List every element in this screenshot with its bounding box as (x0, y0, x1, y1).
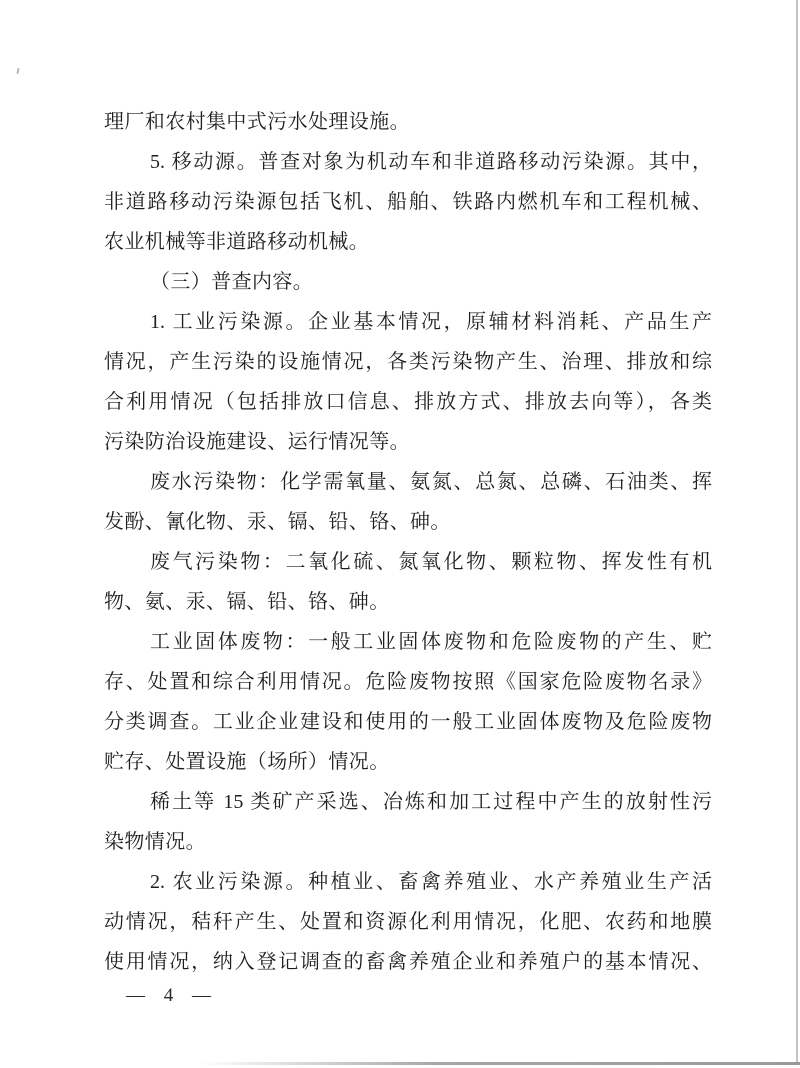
text-line: 1. 工业污染源。企业基本情况，原辅材料消耗、产品生产 (150, 311, 712, 333)
text-line: 存、处置和综合利用情况。危险废物按照《国家危险废物名录》 (104, 671, 712, 693)
text-line: 物、氨、汞、镉、铅、铬、砷。 (104, 591, 390, 613)
text-line: 发酚、氰化物、汞、镉、铅、铬、砷。 (104, 511, 451, 533)
text-line: 分类调查。工业企业建设和使用的一般工业固体废物及危险废物 (104, 711, 712, 733)
text-line: 农业机械等非道路移动机械。 (104, 231, 370, 253)
text-line: 动情况，秸秆产生、处置和资源化利用情况，化肥、农药和地膜 (104, 911, 712, 933)
text-line: 非道路移动污染源包括飞机、船舶、铁路内燃机车和工程机械、 (104, 191, 712, 213)
text-line: 理厂和农村集中式污水处理设施。 (104, 111, 410, 133)
text-line: 染物情况。 (104, 831, 206, 853)
text-line: 污染防治设施建设、运行情况等。 (104, 431, 410, 453)
text-line: 工业固体废物：一般工业固体废物和危险废物的产生、贮 (150, 631, 712, 653)
text-line: 废气污染物：二氧化硫、氮氧化物、颗粒物、挥发性有机 (150, 551, 712, 573)
text-line: 2. 农业污染源。种植业、畜禽养殖业、水产养殖业生产活 (150, 871, 712, 893)
text-line: 5. 移动源。普查对象为机动车和非道路移动污染源。其中， (150, 151, 712, 173)
scan-edge-right (796, 0, 798, 1064)
section-heading-line: （三）普查内容。 (150, 271, 314, 293)
scan-edge-bottom-shadow (198, 1062, 800, 1065)
text-line: 合利用情况（包括排放口信息、排放方式、排放去向等），各类 (104, 391, 712, 413)
text-line: 贮存、处置设施（场所）情况。 (104, 751, 390, 773)
scan-speck-artifact (16, 68, 19, 74)
text-line: 使用情况，纳入登记调查的畜禽养殖企业和养殖户的基本情况、 (104, 951, 712, 973)
page-number: — 4 — (126, 985, 218, 1006)
document-text-block (104, 102, 712, 982)
text-line: 情况，产生污染的设施情况，各类污染物产生、治理、排放和综 (104, 351, 712, 373)
text-line: 废水污染物：化学需氧量、氨氮、总氮、总磷、石油类、挥 (150, 471, 712, 493)
text-line: 稀土等 15 类矿产采选、冶炼和加工过程中产生的放射性污 (150, 791, 712, 813)
